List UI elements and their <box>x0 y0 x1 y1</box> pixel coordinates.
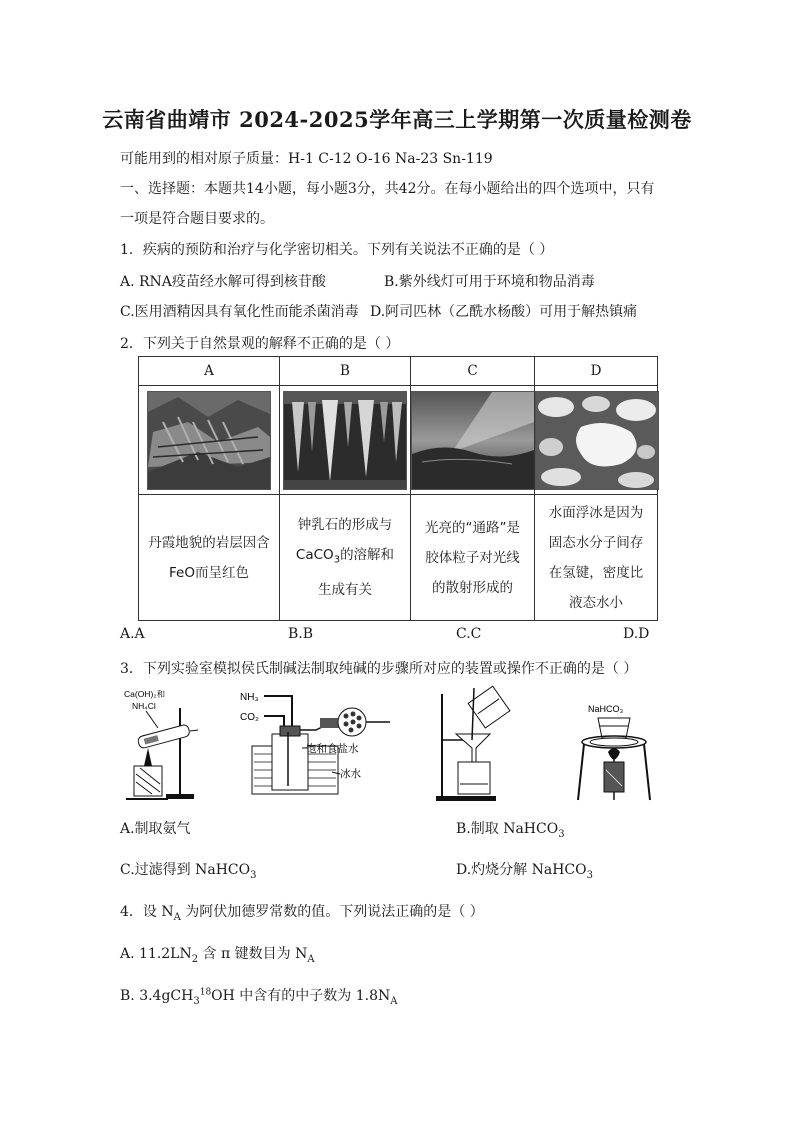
q3-option-a: A.制取氨气 <box>120 821 191 837</box>
q1-stem: 1．疾病的预防和治疗与化学密切相关。下列有关说法不正确的是（ ） <box>120 242 554 258</box>
q2-option-b: B.B <box>288 626 314 642</box>
filtration-apparatus-figure <box>434 684 514 804</box>
q1-option-b: B.紫外线灯可用于环境和物品消毒 <box>384 274 595 290</box>
q2-option-a: A.A <box>120 626 145 642</box>
q2-table <box>138 356 658 621</box>
stalactite-cave-photo <box>283 391 407 490</box>
q3-option-d: D.灼烧分解 NaHCO$_3$ <box>456 862 593 881</box>
q2-cell-c: 光亮的“通路”是 胶体粒子对光线 的散射形成的 <box>411 495 535 621</box>
q2-option-c: C.C <box>456 626 482 642</box>
ammonia-apparatus-figure <box>118 688 208 803</box>
q2-header-d: D <box>535 357 658 386</box>
sodium-bicarbonate-apparatus-figure <box>236 688 396 803</box>
svg-text:冰水: 冰水 <box>340 768 361 780</box>
q3-option-c: C.过滤得到 NaHCO$_3$ <box>120 862 257 881</box>
calcination-apparatus-figure <box>574 700 654 804</box>
danxia-landform-photo <box>147 391 271 490</box>
q2-option-d: D.D <box>623 626 650 642</box>
atomic-masses-line: 可能用到的相对原子质量：H-1 C-12 O-16 Na-23 Sn-119 <box>120 151 493 167</box>
q1-option-d: D.阿司匹林（乙酰水杨酸）可用于解热镇痛 <box>370 304 638 320</box>
svg-text:CO₂: CO₂ <box>240 712 259 723</box>
svg-text:饱和食盐水: 饱和食盐水 <box>306 743 359 755</box>
q2-cell-a: 丹霞地貌的岩层因含 FeO而呈红色 <box>139 495 280 621</box>
q2-stem: 2．下列关于自然景观的解释不正确的是（ ） <box>120 336 400 352</box>
q3-option-b: B.制取 NaHCO$_3$ <box>456 821 565 840</box>
svg-text:NH₃: NH₃ <box>240 692 259 703</box>
q1-option-a: A. RNA疫苗经水解可得到核苷酸 <box>120 274 326 290</box>
q2-cell-b: 钟乳石的形成与 CaCO$_3$的溶解和 生成有关 <box>280 495 411 621</box>
q2-cell-d: 水面浮冰是因为 固态水分子间存 在氢键，密度比 液态水小 <box>535 495 658 621</box>
svg-text:NaHCO₃: NaHCO₃ <box>588 704 624 714</box>
page-title: 云南省曲靖市 2024-2025学年高三上学期第一次质量检测卷 <box>102 107 692 132</box>
q4-option-b: B. 3.4gCH$_3^{18}$OH 中含有的中子数为 $1.8N_A$ <box>120 987 398 1007</box>
floating-ice-photo <box>535 391 659 490</box>
q2-header-a: A <box>139 357 280 386</box>
light-beam-photo <box>411 391 535 490</box>
q2-header-c: C <box>411 357 535 386</box>
svg-text:Ca(OH)₂和: Ca(OH)₂和 <box>124 689 166 699</box>
section-heading-line1: 一、选择题：本题共14小题，每小题3分，共42分。在每小题给出的四个选项中，只有 <box>120 181 655 197</box>
q3-stem: 3．下列实验室模拟侯氏制碱法制取纯碱的步骤所对应的装置或操作不正确的是（ ） <box>120 661 638 677</box>
q1-option-c: C.医用酒精因具有氧化性而能杀菌消毒 <box>120 304 359 320</box>
section-heading-line2: 一项是符合题目要求的。 <box>120 211 274 227</box>
q2-header-b: B <box>280 357 411 386</box>
q4-option-a: A. $11.2LN_2$ 含 π 键数目为 $N_A$ <box>120 946 315 965</box>
q4-stem: 4．设 $N_A$ 为阿伏加德罗常数的值。下列说法正确的是（ ） <box>120 904 484 923</box>
svg-text:NH₄Cl: NH₄Cl <box>132 701 156 711</box>
